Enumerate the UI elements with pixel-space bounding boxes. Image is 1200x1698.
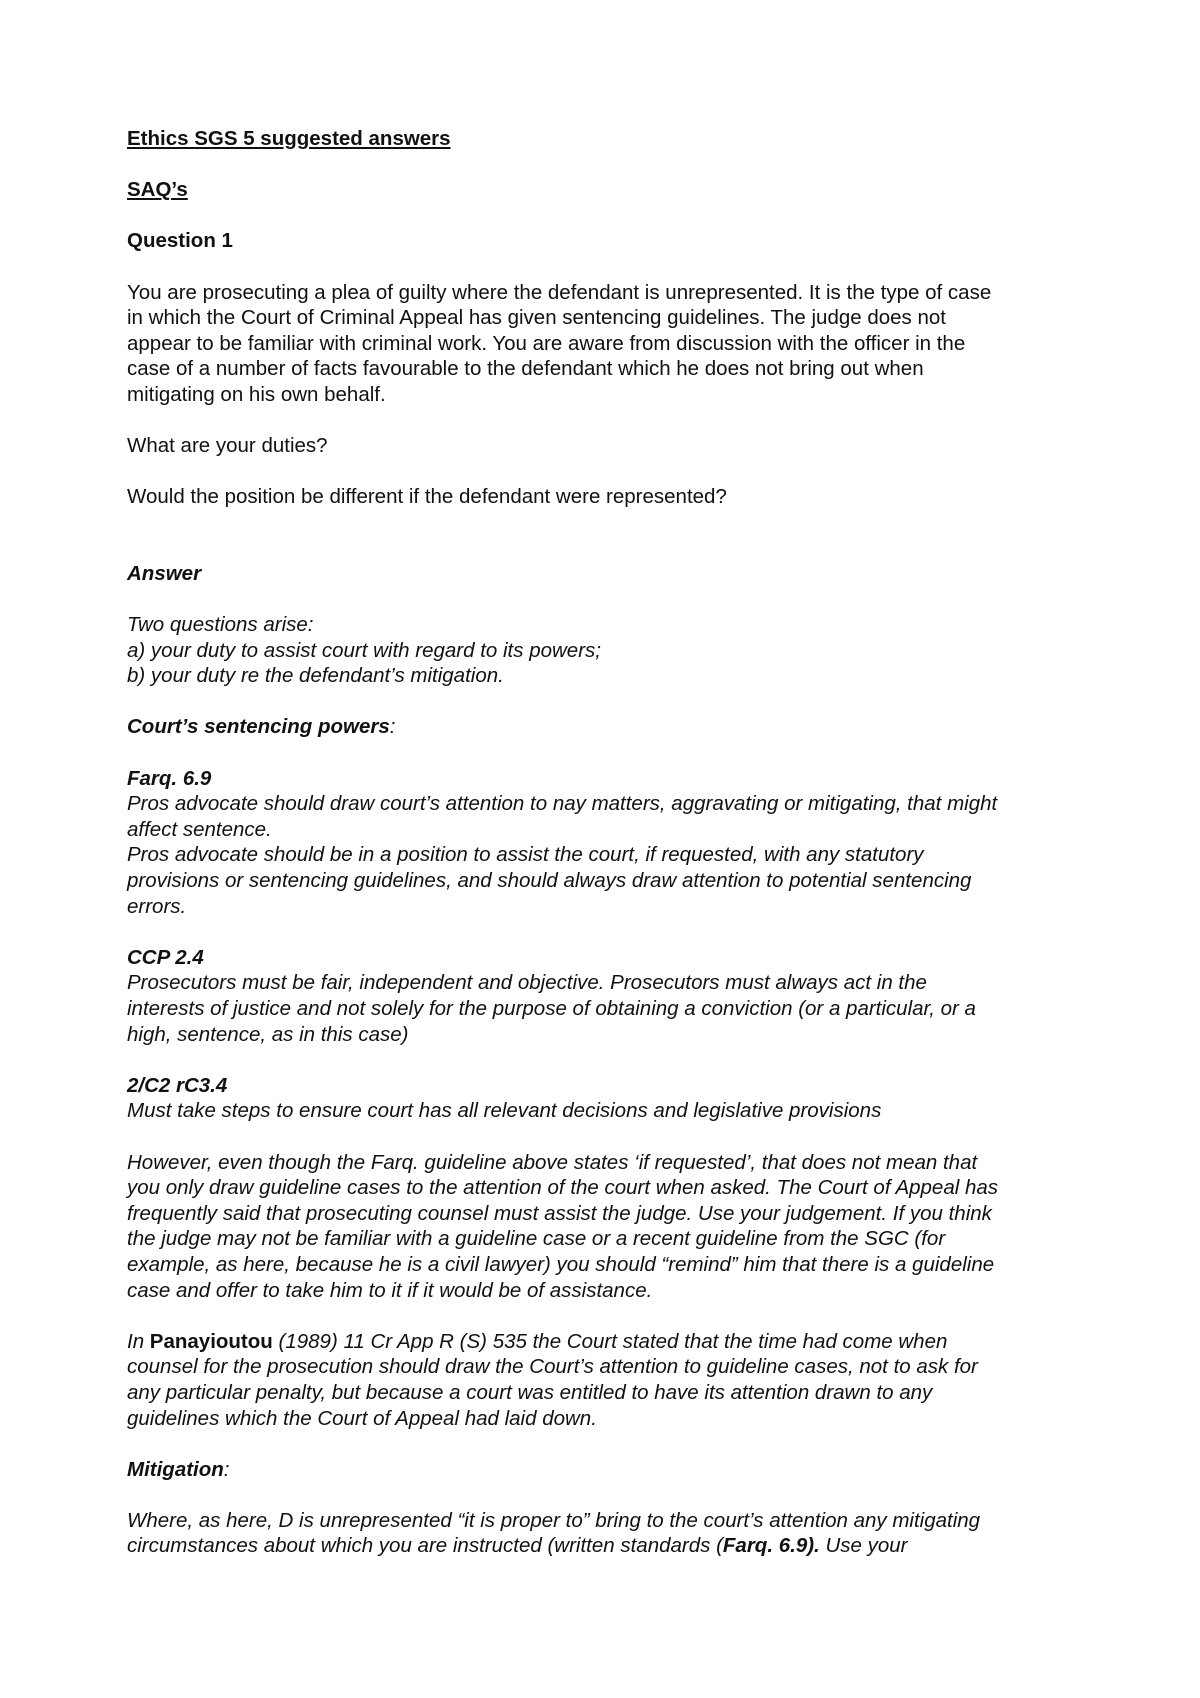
powers-heading-line [127,714,1087,740]
question-heading: Question 1 [127,229,233,253]
mitigation-line: Where, as here, D is unrepresented “it is proper to” bring to the court’s attention any mitigating [127,1508,981,1532]
question-prompt: What are your duties? [127,434,328,458]
answer-heading: Answer [127,561,202,585]
mitigation-line [127,1533,1087,1559]
farq-line: provisions or sentencing guidelines, and should always draw attention to potential sentencing [127,869,972,893]
question-line: You are prosecuting a plea of guilty where the defendant is unrepresented. It is the type of case [127,280,992,304]
farq-line: Pros advocate should be in a position to assist the court, if requested, with any statutory [127,843,924,867]
pan-prefix: In [127,1329,150,1353]
farq-line: Pros advocate should draw court’s attention to nay matters, aggravating or mitigating, that might [127,792,998,816]
case-name: Panayioutou [149,1329,273,1353]
question-line: mitigating on his own behalf. [127,382,386,406]
panayioutou-line: any particular penalty, but because a court was entitled to have its attention drawn to any [127,1380,933,1404]
farq-reference: Farq. 6.9). [722,1534,820,1558]
however-line: case and offer to take him to it if it would be of assistance. [127,1278,653,1302]
c2-text [127,1098,1087,1124]
last-prefix: circumstances about which you are instructed (written standards ( [127,1534,723,1558]
panayioutou-paragraph [127,1329,1087,1431]
however-line: However, even though the Farq. guideline above states ‘if requested’, that does not mean that [127,1150,978,1174]
question-text [127,280,1087,408]
farq-text [127,791,1087,919]
document-title: Ethics SGS 5 suggested answers [127,127,451,150]
intro-line: b) your duty re the defendant’s mitigation. [127,664,504,688]
farq-line: affect sentence. [127,817,272,841]
however-paragraph [127,1150,1087,1304]
last-suffix: Use your [819,1534,908,1558]
pan-rest: (1989) 11 Cr App R (S) 535 the Court stated that the time had come when [272,1329,948,1353]
mitigation-heading-line [127,1457,1087,1483]
answer-intro [127,612,1087,689]
powers-heading-suffix: : [389,715,396,739]
farq-heading: Farq. 6.9 [127,766,212,790]
ccp-line: interests of justice and not solely for the purpose of obtaining a conviction (or a particular, or a [127,997,976,1020]
mitigation-suffix: : [223,1457,230,1481]
panayioutou-line [127,1329,1087,1355]
question-line: in which the Court of Criminal Appeal has given sentencing guidelines. The judge does not [127,306,946,330]
ccp-heading: CCP 2.4 [127,945,204,969]
c2-line: Must take steps to ensure court has all relevant decisions and legislative provisions [127,1099,882,1123]
ccp-line: high, sentence, as in this case) [127,1022,409,1046]
however-line: example, as here, because he is a civil lawyer) you should “remind” him that there is a guideline [127,1252,995,1276]
panayioutou-line: counsel for the prosecution should draw the Court’s attention to guideline cases, not to ask for [127,1355,978,1379]
powers-heading: Court’s sentencing powers [127,715,390,739]
however-line: the judge may not be familiar with a guideline case or a recent guideline from the SGC (for [127,1227,946,1251]
ccp-text [127,970,1087,1047]
panayioutou-line: guidelines which the Court of Appeal had laid down. [127,1406,597,1430]
however-line: you only draw guideline cases to the attention of the court when asked. The Court of Appeal has [127,1176,999,1200]
question-line: appear to be familiar with criminal work. You are aware from discussion with the officer in the [127,331,966,355]
question-line: case of a number of facts favourable to the defendant which he does not bring out when [127,357,924,381]
intro-line: a) your duty to assist court with regard to its powers; [127,638,601,662]
section-label: SAQ’s [127,178,188,202]
question-prompt: Would the position be different if the defendant were represented? [127,485,727,509]
intro-line: Two questions arise: [127,613,314,637]
mitigation-heading: Mitigation [127,1457,224,1481]
however-line: frequently said that prosecuting counsel must assist the judge. Use your judgement. If you think [127,1201,992,1225]
farq-line: errors. [127,894,187,918]
mitigation-paragraph [127,1508,1087,1559]
document-page [127,126,1087,1559]
ccp-line: Prosecutors must be fair, independent and objective. Prosecutors must always act in the [127,971,927,995]
c2-heading: 2/C2 rC3.4 [127,1073,228,1097]
